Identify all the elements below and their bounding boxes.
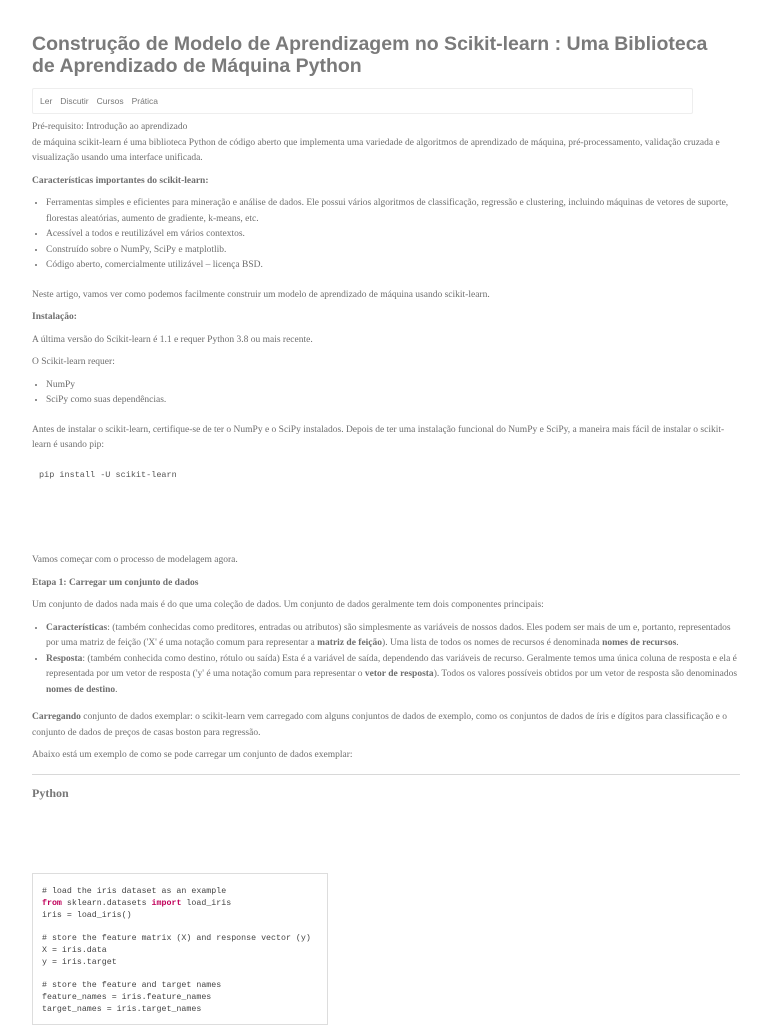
features-list — [32, 196, 740, 274]
code-comment: # store the feature matrix (X) and response vector (y) — [42, 934, 311, 944]
loading-paragraph: Carregando conjunto de dados exemplar: o scikit-learn vem carregado com alguns conjuntos de dados de exemplo, como os conjuntos de dados de íris e dígitos para classificação e o conjunto de dados de preços de casas boston para regressão. — [32, 712, 727, 738]
list-item: • Resposta: (também conhecida como destino, rótulo ou saída) Esta é a variável de saída, dependendo das variáveis de recurso. Geralmente temos uma única coluna de resposta e ela é representada por um vetor de resposta ('y' é uma notação comum para representar o vetor de resposta). Todos os valores possíveis obtidos por um vetor de resposta são denominados nomes de destino. — [46, 652, 740, 699]
step1-heading: Etapa 1: Carregar um conjunto de dados — [32, 577, 199, 588]
list-item: • SciPy como suas dependências. — [46, 393, 740, 409]
install-note: Antes de instalar o scikit-learn, certifique-se de ter o NumPy e o SciPy instalados. Depois de ter uma instalação funcional do NumPy e SciPy, a maneira mais fácil de instalar o scikit-learn é usando pip: — [32, 424, 725, 450]
tab-discutir[interactable]: Discutir — [60, 96, 89, 106]
list-item: • Características: (também conhecidas como preditores, entradas ou atributos) são simplesmente as variáveis de nossos dados. Eles podem ser mais de um e, portanto, representados por uma matriz de feição ('X' é uma notação comum para representar a matriz de feição). Uma lista de todos os nomes de recursos é denominada nomes de recursos. — [46, 621, 740, 652]
code-line: iris = load_iris() — [42, 910, 132, 920]
example-text: Abaixo está um exemplo de como se pode carregar um conjunto de dados exemplar: — [32, 750, 353, 760]
code-keyword: from — [42, 898, 62, 908]
list-item: • Ferramentas simples e eficientes para mineração e análise de dados. Ele possui vários algoritmos de classificação, regressão e clustering, incluindo máquinas de vetores de suporte, florestas aleatórias, aumento de gradiente, k-means, etc. — [46, 196, 740, 227]
code-language-label: Python — [32, 785, 69, 800]
code-line: X = iris.data — [42, 945, 107, 955]
tab-cursos[interactable]: Cursos — [96, 96, 124, 106]
list-item: • NumPy — [46, 378, 740, 394]
code-line: y = iris.target — [42, 957, 117, 967]
article-intro: Neste artigo, vamos ver como podemos facilmente construir um modelo de aprendizado de máquina usando scikit-learn. — [32, 289, 490, 300]
prerequisite-link[interactable]: Pré-requisito: Introdução ao aprendizado — [32, 122, 188, 132]
divider — [32, 774, 740, 775]
list-item: • Acessível a todos e reutilizável em vários contextos. — [46, 227, 740, 243]
code-line: target_names = iris.target_names — [42, 1004, 202, 1014]
features-heading: Características importantes do scikit-learn: — [32, 175, 209, 186]
code-comment: # load the iris dataset as an example — [42, 887, 227, 896]
requires-text: O Scikit-learn requer: — [32, 357, 115, 367]
components-list — [32, 621, 740, 699]
list-item: • Código aberto, comercialmente utilizável – licença BSD. — [46, 258, 740, 274]
code-text: load_iris — [181, 898, 232, 908]
code-block — [32, 873, 328, 1025]
dataset-intro: Um conjunto de dados nada mais é do que uma coleção de dados. Um conjunto de dados geralmente tem dois componentes principais: — [32, 600, 544, 610]
code-line: feature_names = iris.feature_names — [42, 993, 212, 1003]
requirements-list — [32, 378, 740, 409]
tab-ler[interactable]: Ler — [40, 96, 53, 106]
page-title: Construção de Modelo de Aprendizagem no Scikit-learn : Uma Biblioteca de Aprendizado de Máquina Python — [32, 33, 708, 77]
intro-paragraph: de máquina scikit-learn é uma biblioteca Python de código aberto que implementa uma variedade de algoritmos de aprendizado de máquina, pré-processamento, validação cruzada e visualização usando uma interface unificada. — [32, 137, 720, 163]
article-body — [32, 120, 740, 801]
code-text: sklearn.datasets — [61, 898, 152, 908]
start-text: Vamos começar com o processo de modelagem agora. — [32, 555, 238, 565]
code-comment: # store the feature and target names — [42, 981, 222, 991]
code-keyword: import — [151, 898, 182, 908]
install-heading: Instalação: — [32, 312, 77, 322]
pip-command: pip install -U scikit-learn — [39, 469, 177, 480]
tab-pratica[interactable]: Prática — [131, 96, 159, 106]
install-version: A última versão do Scikit-learn é 1.1 e requer Python 3.8 ou mais recente. — [32, 334, 313, 345]
list-item: • Construído sobre o NumPy, SciPy e matplotlib. — [46, 243, 740, 259]
article-tabs — [32, 88, 693, 114]
